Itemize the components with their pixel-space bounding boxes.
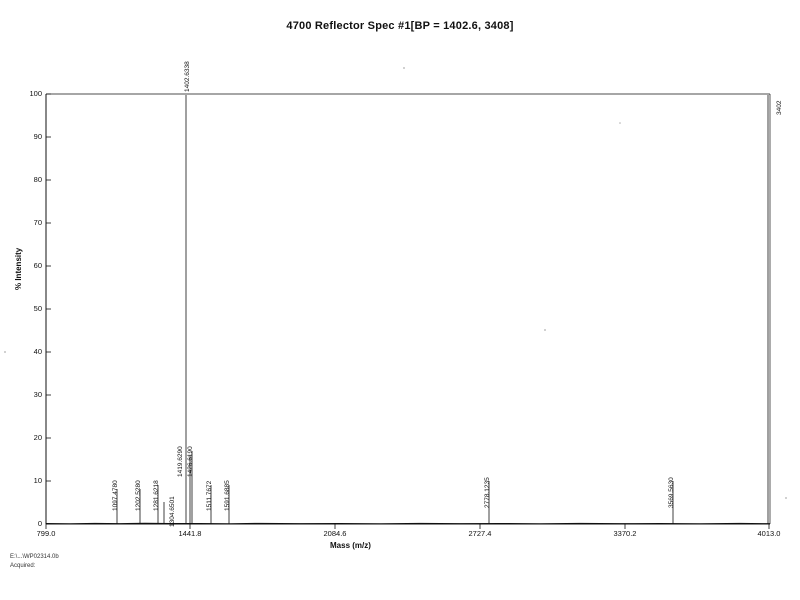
- acquired-label: Acquired:: [10, 563, 36, 569]
- x-tick-label: 1441.8: [178, 529, 202, 538]
- y-tick-label: 50: [33, 304, 42, 313]
- file-path: E:\...\WP02314.0b: [10, 554, 59, 560]
- y-tick-label: 10: [33, 476, 42, 485]
- peak-label: 1304.6501: [169, 496, 176, 527]
- peak-label: 1402.6338: [184, 61, 191, 92]
- peak-label: 1202.5280: [135, 480, 142, 511]
- y-tick-label: 80: [33, 175, 42, 184]
- peak-label: 2778.1235: [484, 477, 491, 508]
- chart-title: 4700 Reflector Spec #1[BP = 1402.6, 3408]: [286, 20, 514, 32]
- x-tick-label: 2727.4: [468, 529, 492, 538]
- peak-label: 1097.4780: [112, 480, 119, 511]
- x-axis-label: Mass (m/z): [330, 541, 371, 550]
- y-tick-label: 70: [33, 218, 42, 227]
- x-tick-label: 3370.2: [613, 529, 637, 538]
- peak-label: 1511.7672: [206, 480, 213, 511]
- peak-label: 3569.5630: [668, 477, 675, 508]
- peak-label: 1591.6885: [224, 480, 231, 511]
- peak-label: 1419.6290: [177, 446, 184, 477]
- x-tick-label: 2084.6: [323, 529, 347, 538]
- peak-label: 3402: [776, 100, 783, 115]
- y-tick-label: 60: [33, 261, 42, 270]
- y-tick-label: 30: [33, 390, 42, 399]
- file-info: [10, 553, 59, 571]
- y-axis-label: % Intensity: [14, 247, 23, 290]
- peak-label: 1281.6218: [153, 480, 160, 511]
- x-tick-label: 4013.0: [757, 529, 781, 538]
- y-tick-label: 40: [33, 347, 42, 356]
- y-tick-label: 20: [33, 433, 42, 442]
- y-tick-label: 0: [37, 519, 42, 528]
- peak-label: 1426.6190: [187, 446, 194, 477]
- y-tick-label: 90: [33, 132, 42, 141]
- y-tick-label: 100: [29, 89, 42, 98]
- x-tick-label: 799.0: [36, 529, 56, 538]
